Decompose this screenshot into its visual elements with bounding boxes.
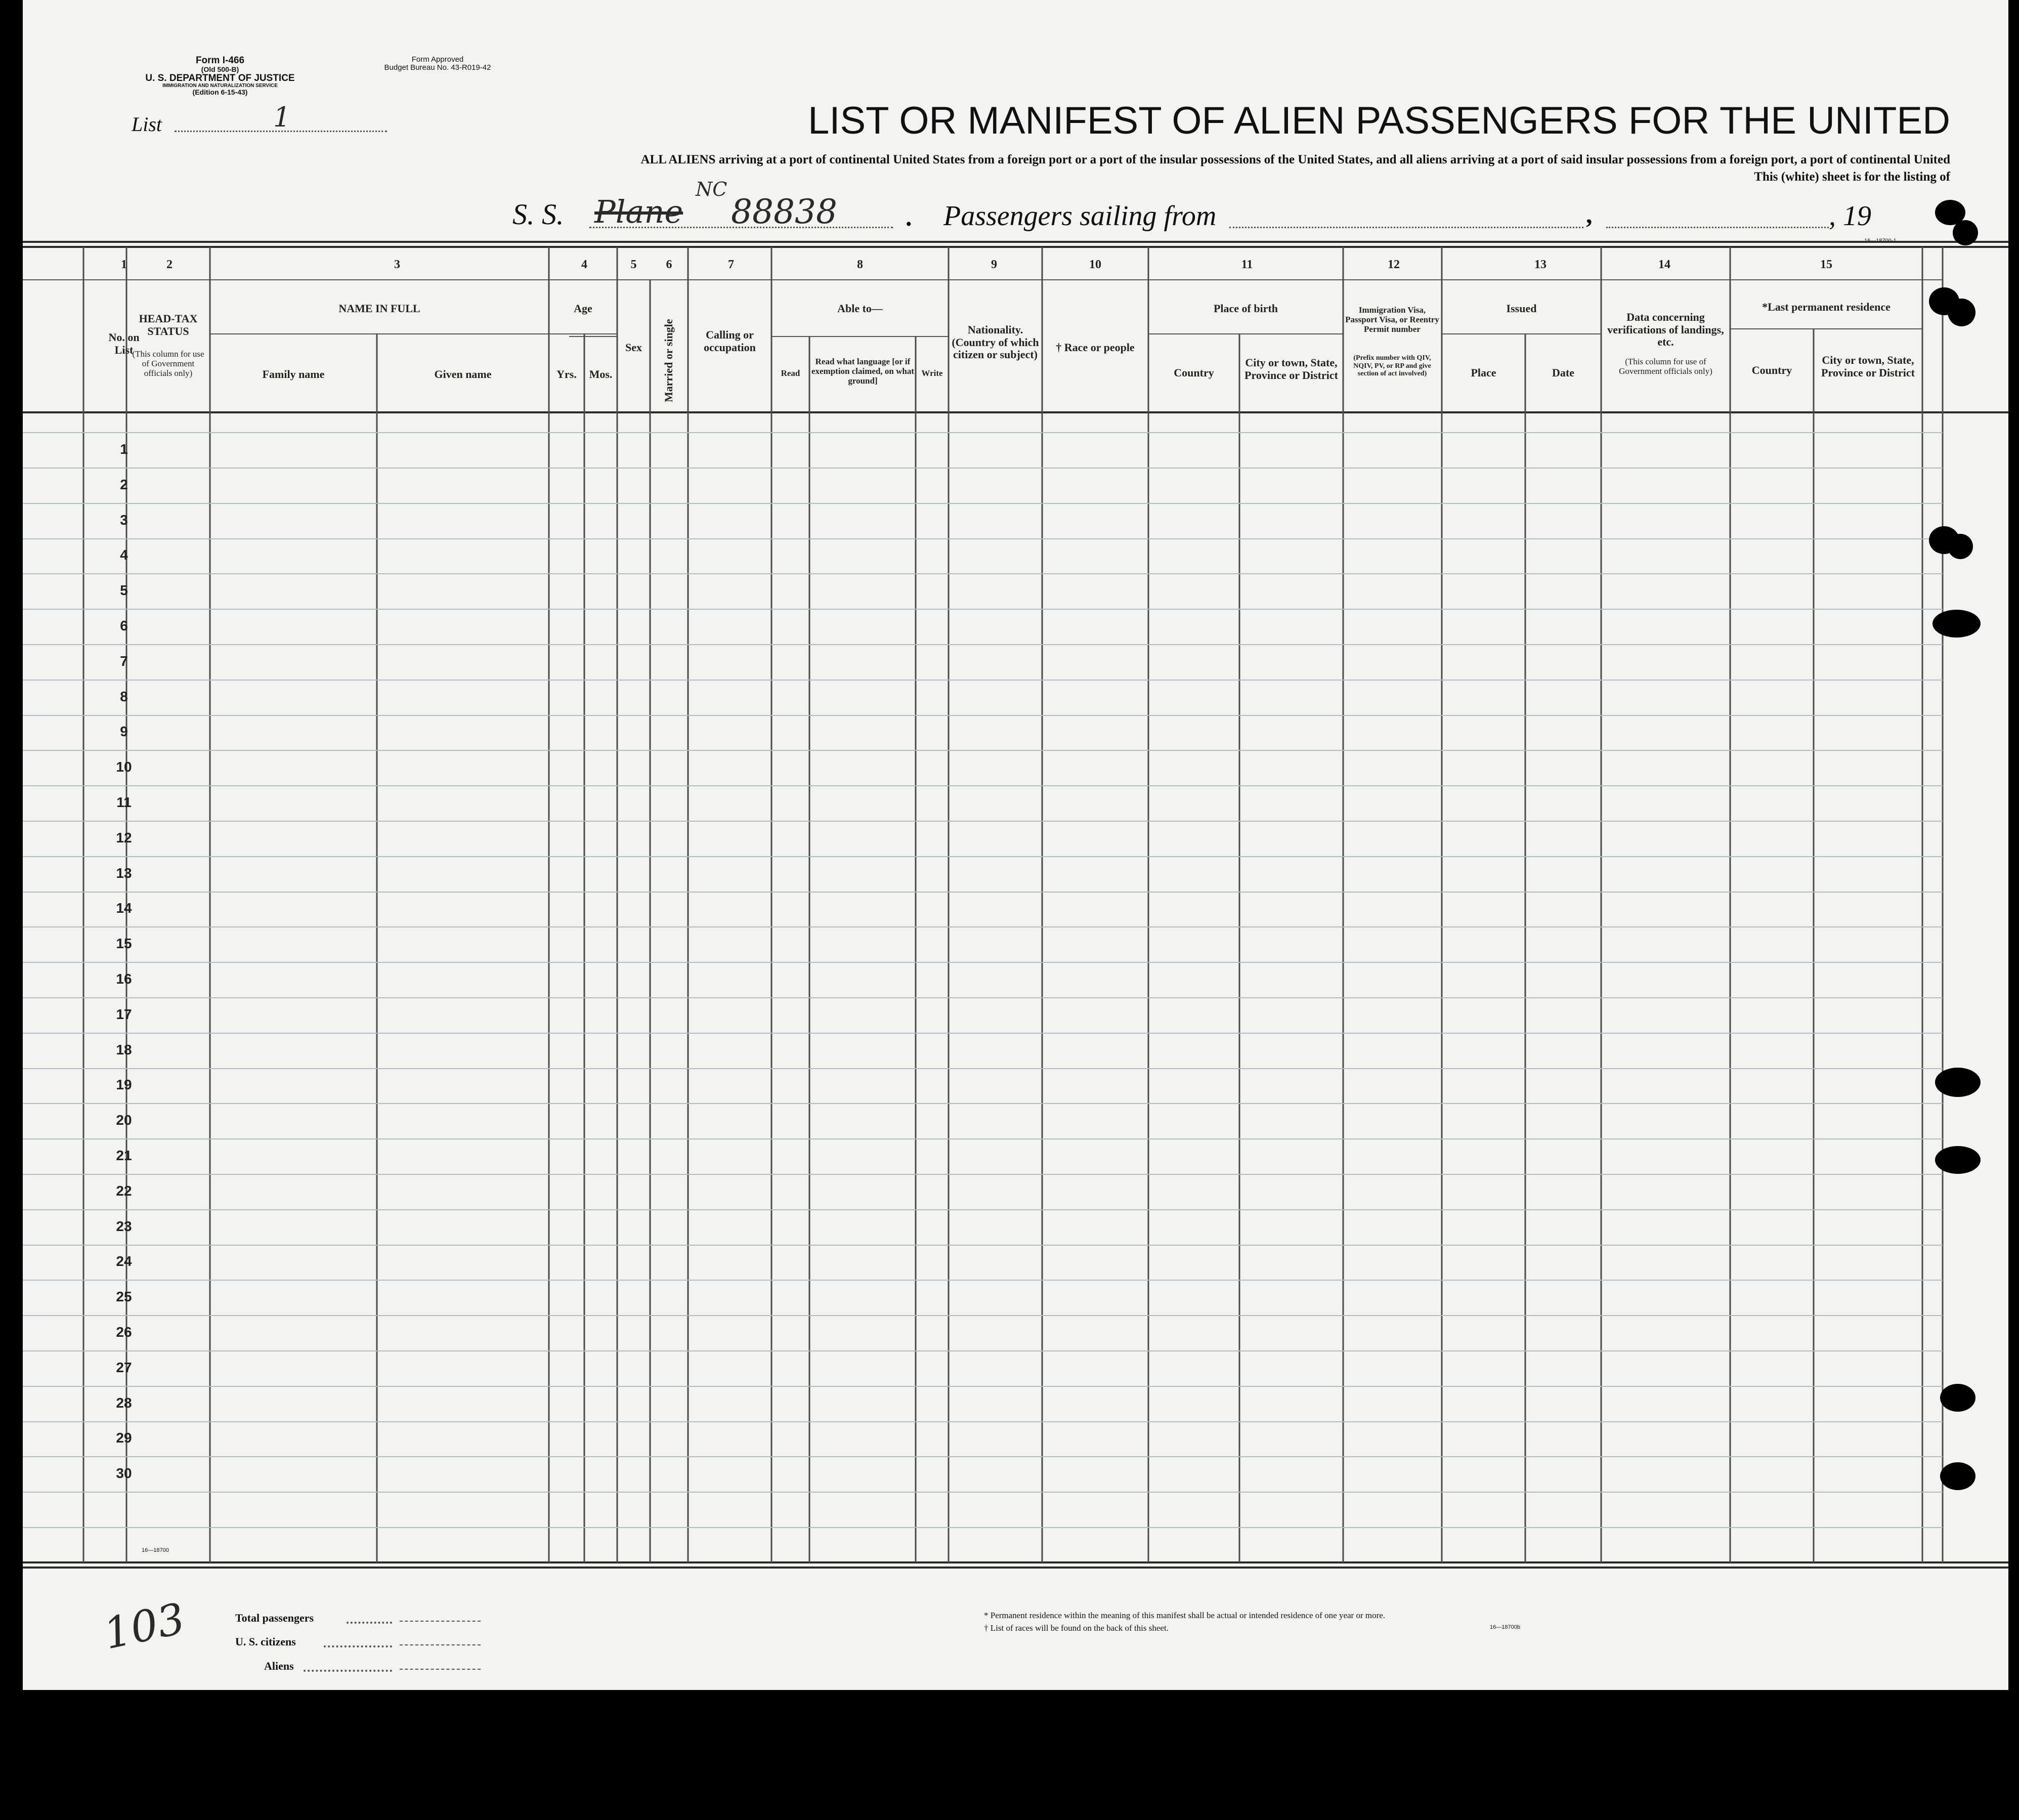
punch-hole xyxy=(1932,610,1981,638)
row-number: 4 xyxy=(120,547,128,563)
manifest-subtitle-2: This (white) sheet is for the listing of xyxy=(1754,170,1950,184)
age-years-header: Yrs. xyxy=(556,368,577,380)
punch-hole xyxy=(1940,1462,1975,1490)
write-header: Write xyxy=(921,368,943,378)
row-number: 11 xyxy=(116,794,132,810)
form-old-number: (Old 500-B) xyxy=(201,65,239,73)
aliens-label: Aliens xyxy=(264,1660,294,1672)
landing-data-header: Data concerning verifications of landings, etc. xyxy=(1607,311,1724,349)
department-name: U. S. DEPARTMENT OF JUSTICE xyxy=(145,72,295,83)
able-to-header: Able to— xyxy=(837,302,883,315)
row-number: 26 xyxy=(116,1324,132,1340)
col-num-10: 10 xyxy=(1089,258,1101,271)
col-num-1: 1 xyxy=(121,258,127,271)
row-number: 1 xyxy=(120,441,128,457)
aliens-field[interactable] xyxy=(400,1669,481,1670)
row-number: 19 xyxy=(116,1077,132,1092)
sex-header: Sex xyxy=(625,341,642,354)
row-number: 2 xyxy=(120,477,128,492)
corner-code: 16—18700-1 xyxy=(1864,238,1897,244)
col-num-12: 12 xyxy=(1388,258,1400,271)
punch-hole xyxy=(1953,220,1978,245)
col-num-6: 6 xyxy=(666,258,672,271)
col-num-7: 7 xyxy=(728,258,734,271)
row-number: 8 xyxy=(120,689,128,704)
race-header: † Race or people xyxy=(1056,341,1135,354)
read-header: Read xyxy=(781,368,800,378)
row-number: 13 xyxy=(116,865,132,881)
manifest-subtitle: ALL ALIENS arriving at a port of continental United States from a foreign port or a port of the insular possessions of the United States, and all aliens arriving at a port of said insular possessions from a foreign port, a port of continental United xyxy=(640,153,1950,166)
issued-header: Issued xyxy=(1506,302,1537,315)
col-num-15: 15 xyxy=(1820,258,1832,271)
row-number: 20 xyxy=(116,1112,132,1128)
residence-country-header: Country xyxy=(1751,364,1792,376)
row-number: 24 xyxy=(116,1253,132,1269)
row-number: 22 xyxy=(116,1183,132,1199)
us-citizens-field[interactable] xyxy=(400,1644,481,1645)
residence-city-header: City or town, State, Province or District xyxy=(1821,354,1915,379)
row-number: 23 xyxy=(116,1218,132,1234)
row-number: 29 xyxy=(116,1430,132,1446)
row-number: 17 xyxy=(116,1006,132,1022)
col-num-5: 5 xyxy=(630,258,637,271)
us-citizens-label: U. S. citizens xyxy=(235,1635,296,1648)
year-prefix: , 19 xyxy=(1829,200,1871,232)
punch-hole xyxy=(1948,534,1973,559)
row-number: 14 xyxy=(116,900,132,916)
list-number: 1 xyxy=(273,101,291,133)
last-residence-header: *Last permanent residence xyxy=(1762,301,1891,313)
name-in-full-header: NAME IN FULL xyxy=(338,302,420,315)
punch-hole xyxy=(1940,1384,1975,1412)
nationality-header: Nationality. (Country of which citizen or subject) xyxy=(952,323,1039,361)
given-name-header: Given name xyxy=(434,368,492,380)
head-tax-header: HEAD-TAX STATUS xyxy=(139,312,198,337)
row-number: 10 xyxy=(116,759,132,775)
list-label: List xyxy=(132,113,162,136)
bottom-form-code: 16—18700 xyxy=(142,1547,169,1553)
form-approved-label: Form Approved xyxy=(411,55,464,64)
sailing-label: Passengers sailing from xyxy=(943,200,1217,232)
row-number: 25 xyxy=(116,1289,132,1304)
row-number: 12 xyxy=(116,830,132,845)
row-number: 27 xyxy=(116,1360,132,1375)
punch-hole xyxy=(1948,299,1975,326)
age-months-header: Mos. xyxy=(589,368,613,380)
footnote-races: † List of races will be found on the back of this sheet. xyxy=(984,1623,1169,1633)
total-passengers-field[interactable] xyxy=(400,1621,481,1622)
footnote-code: 16—18700b xyxy=(1490,1624,1520,1630)
no-on-list-header: No. on List xyxy=(108,331,140,356)
punch-hole xyxy=(1935,1146,1981,1174)
age-header: Age xyxy=(574,302,592,315)
col-num-9: 9 xyxy=(991,258,997,271)
manifest-sheet: Form I-466 (Old 500-B) U. S. DEPARTMENT OF JUSTICE IMMIGRATION AND NATURALIZATION SERVICE (Edition 6-15-43) Form Approved Budget Bureau No. 43-R019-42 List 1 LIST OR MANIFEST OF ALIEN PASSENGERS FOR THE UNITED ALL ALIENS arriving at a port of continental United States from a foreign port or a port of the insular possessions of the United States, and all aliens arriving at a port of said insular possessions from a foreign port, a port of continental United This (white) sheet is for the listing of S. S. Plane NC 88838 . Passengers sailing from , , 19 16—18700-1 1 2 3 4 5 6 7 8 9 10 11 12 13 14 15 No. on List HEAD-TAX STATUS (This column for use of Government officials only) NAME IN FULL Family name Given name Age Yrs. Mos. Sex Married or single Calling or occupation Able to— Read Read what language [or if exemption claimed, on what ground] Write Nationality. (Country of which citizen or subject) † Race or people Place of birth Country City or town, State, Province or District Immigration Visa, Passport Visa, or Reentry Permit number (Prefix number with QIV, NQIV, PV, or RP and give section of act involved) Issued Place Date Data concerning verifications of landings, etc. (This column for use of Government officials only) *Last permanent residence Country City or town, State, Province or District 1 2 3 4 5 6 7 8 9 10 11 12 13 14 15 16 17 18 19 20 21 22 23 24 25 26 27 28 29 30 16—18700 103 Total passengers U. S. citizens Aliens * Permanent residence within the meaning of this manifest shall be actual or intended residence of one year or more. † List of races will be found on the back of this sheet. 16—18700b xyxy=(23,0,2008,1690)
budget-bureau-number: Budget Bureau No. 43-R019-42 xyxy=(384,63,491,72)
landing-data-note: (This column for use of Government officials only) xyxy=(1619,357,1712,376)
total-passengers-label: Total passengers xyxy=(235,1612,314,1624)
birth-country-header: Country xyxy=(1174,366,1214,379)
row-number: 15 xyxy=(116,936,132,951)
row-number: 16 xyxy=(116,971,132,987)
row-number: 30 xyxy=(116,1465,132,1481)
visa-header: Immigration Visa, Passport Visa, or Reentry Permit number xyxy=(1345,305,1439,334)
calling-header: Calling or occupation xyxy=(704,328,756,354)
handwritten-number: 103 xyxy=(99,1593,189,1659)
col-num-2: 2 xyxy=(166,258,173,271)
visa-note: (Prefix number with QIV, NQIV, PV, or RP and give section of act involved) xyxy=(1353,354,1431,378)
col-num-13: 13 xyxy=(1534,258,1547,271)
row-number: 28 xyxy=(116,1395,132,1411)
row-number: 5 xyxy=(120,582,128,598)
married-single-header: Married or single xyxy=(662,319,675,402)
service-name: IMMIGRATION AND NATURALIZATION SERVICE xyxy=(162,82,278,89)
punch-hole xyxy=(1935,1068,1981,1097)
row-number: 18 xyxy=(116,1042,132,1057)
col-num-3: 3 xyxy=(394,258,400,271)
ship-annotation: NC xyxy=(696,178,727,200)
footnote-residence: * Permanent residence within the meaning of this manifest shall be actual or intended residence of one year or more. xyxy=(984,1611,1386,1620)
issued-date-header: Date xyxy=(1552,366,1574,379)
ship-struck-word: Plane xyxy=(594,193,683,230)
place-of-birth-header: Place of birth xyxy=(1213,302,1278,315)
ship-number: 88838 xyxy=(731,192,837,231)
issued-place-header: Place xyxy=(1471,366,1496,379)
edition-date: (Edition 6-15-43) xyxy=(192,88,248,97)
row-number: 9 xyxy=(120,724,128,739)
head-tax-note: (This column for use of Government officials only) xyxy=(132,349,204,378)
row-number: 21 xyxy=(116,1148,132,1163)
col-num-4: 4 xyxy=(581,258,587,271)
col-num-14: 14 xyxy=(1658,258,1670,271)
manifest-title: LIST OR MANIFEST OF ALIEN PASSENGERS FOR THE UNITED xyxy=(808,99,1950,142)
birth-city-header: City or town, State, Province or District xyxy=(1244,356,1338,382)
table-grid xyxy=(23,0,2008,1690)
form-number: Form I-466 xyxy=(195,55,245,66)
row-number: 6 xyxy=(120,618,128,633)
family-name-header: Family name xyxy=(262,368,325,380)
row-number: 3 xyxy=(120,512,128,528)
col-num-11: 11 xyxy=(1241,258,1253,271)
col-num-8: 8 xyxy=(857,258,863,271)
row-number: 7 xyxy=(120,653,128,669)
read-language-header: Read what language [or if exemption claimed, on what ground] xyxy=(811,357,915,386)
ship-prefix: S. S. xyxy=(512,198,564,231)
